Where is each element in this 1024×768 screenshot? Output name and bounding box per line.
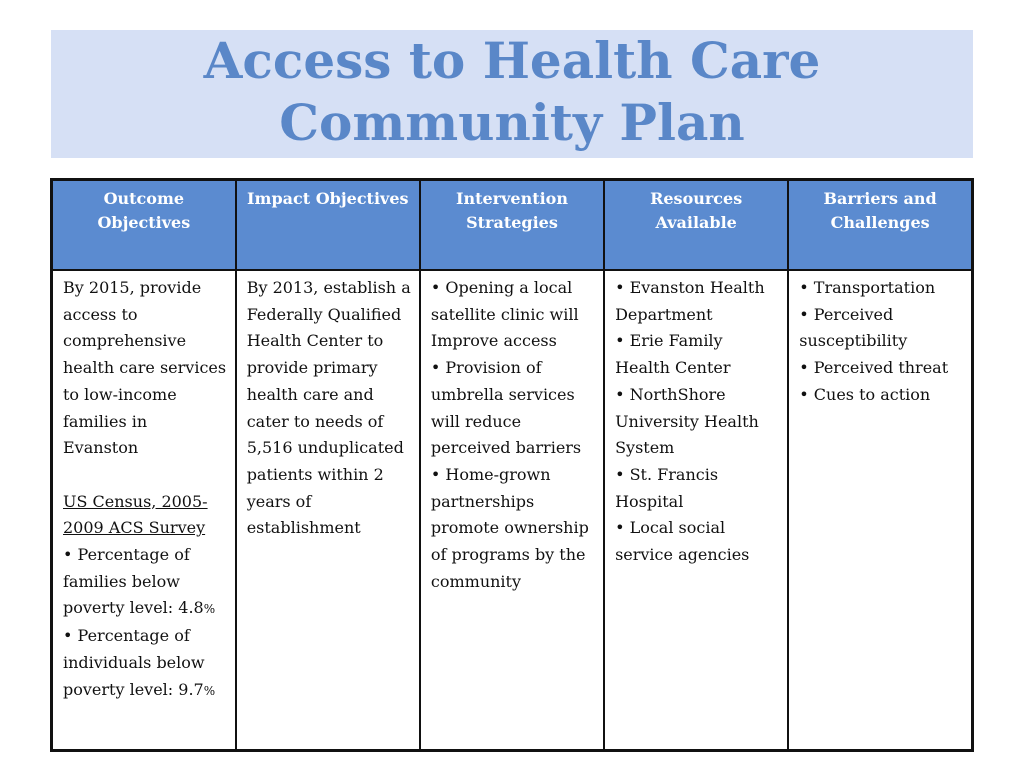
header-intervention-strategies: Intervention Strategies bbox=[420, 180, 604, 271]
cell-intervention-strategies bbox=[420, 270, 604, 751]
community-plan-table bbox=[50, 178, 974, 752]
header-impact-objectives: Impact Objectives bbox=[236, 180, 420, 271]
impact-text: By 2013, establish a Federally Qualified Health Center to provide primary health care and cater to needs of 5,516 unduplicated patients within 2 years of establishment bbox=[246, 278, 411, 538]
page-title bbox=[51, 30, 973, 154]
outcome-bullet bbox=[63, 542, 227, 623]
barrier-bullet: • Transportation bbox=[799, 278, 936, 297]
barrier-bullet: • Perceived susceptibility bbox=[799, 304, 908, 351]
resource-bullet: • Local social service agencies bbox=[615, 518, 750, 565]
resource-bullet: • Evanston Health Department bbox=[615, 278, 765, 324]
outcome-source: US Census, 2005-2009 ACS Survey bbox=[63, 491, 208, 538]
cell-impact-objectives bbox=[236, 270, 420, 751]
title-line-1: Access to Health Care bbox=[203, 31, 821, 90]
outcome-bullet bbox=[63, 623, 227, 704]
spacer bbox=[63, 462, 227, 489]
header-barriers-challenges: Barriers and Challenges bbox=[788, 180, 972, 271]
outcome-bullet-text: • Percentage of individuals below poverty level: 9.7 bbox=[63, 626, 205, 699]
outcome-bullet-unit: % bbox=[203, 602, 216, 617]
intervention-bullet: • Provision of umbrella services will reduce perceived barriers bbox=[430, 358, 582, 458]
header-outcome-objectives: Outcome Objectives bbox=[52, 180, 236, 271]
title-banner bbox=[51, 30, 973, 158]
title-line-2: Community Plan bbox=[279, 93, 745, 152]
table-row bbox=[52, 270, 973, 751]
resource-bullet: • NorthShore University Health System bbox=[615, 384, 759, 458]
outcome-bullet-text: • Percentage of families below poverty level: 4.8 bbox=[63, 545, 204, 618]
resource-bullet: • St. Francis Hospital bbox=[615, 464, 719, 511]
resource-bullet: • Erie Family Health Center bbox=[615, 331, 731, 378]
barrier-bullet: • Perceived threat bbox=[799, 358, 949, 378]
intervention-bullet: • Opening a local satellite clinic will Improve access bbox=[430, 278, 579, 351]
cell-outcome-objectives bbox=[52, 270, 236, 751]
cell-barriers-challenges bbox=[788, 270, 972, 751]
intervention-bullet: • Home-grown partnerships promote ownership of programs by the community bbox=[430, 464, 589, 591]
outcome-intro: By 2015, provide access to comprehensive health care services to low-income families in Evanston bbox=[63, 278, 227, 458]
barrier-bullet: • Cues to action bbox=[799, 384, 931, 404]
table-header-row bbox=[52, 180, 973, 271]
cell-resources-available bbox=[604, 270, 788, 751]
outcome-bullet-unit: % bbox=[203, 683, 216, 698]
header-resources-available: Resources Available bbox=[604, 180, 788, 271]
